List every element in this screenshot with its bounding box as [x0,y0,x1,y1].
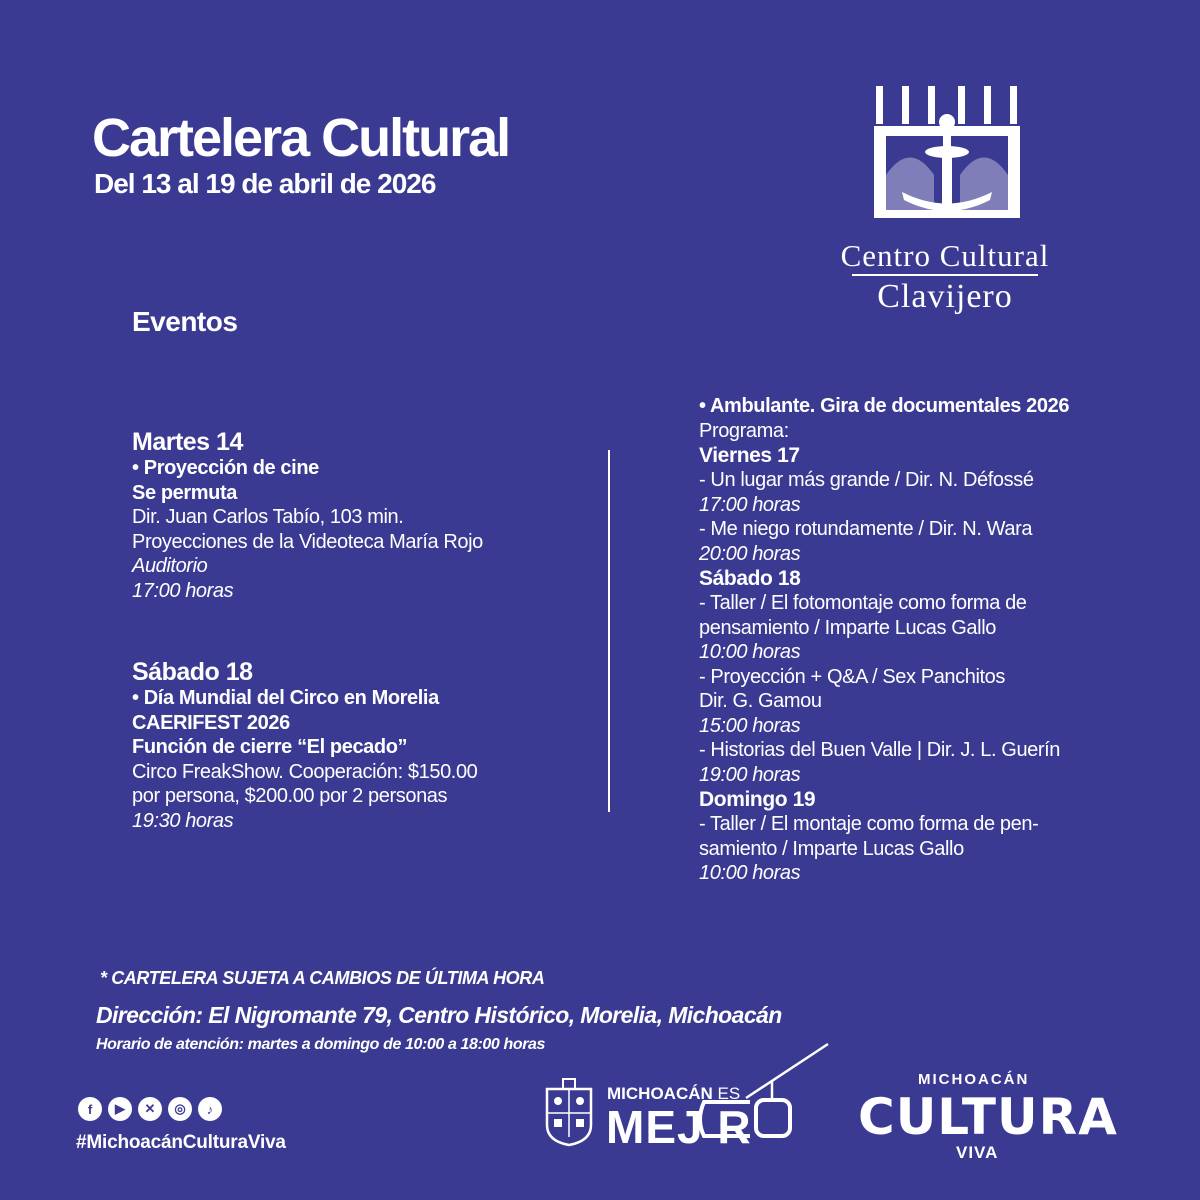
event-day: Martes 14 [132,428,243,456]
program-item: - Un lugar más grande / Dir. N. Défossé [699,469,1034,491]
event-martes-14 [132,428,483,603]
program-item: pensamiento / Imparte Lucas Gallo [699,616,996,639]
hashtag[interactable]: #MichoacánCulturaViva [76,1132,286,1153]
program-time: 10:00 horas [699,641,801,663]
event-time: 19:30 horas [132,809,234,832]
event-title: CAERIFEST 2026 [132,711,290,734]
social-icons [78,1097,222,1121]
instagram-icon[interactable]: ◎ [168,1097,192,1121]
mejor-logo-top-text: MICHOACÁN [607,1084,713,1103]
event-detail: Dir. Juan Carlos Tabío, 103 min. [132,506,404,528]
event-day: Sábado 18 [132,658,253,686]
event-title: Se permuta [132,481,237,504]
program-label: Programa: [699,419,789,442]
cultura-logo-bottom: VIVA [956,1143,999,1162]
logo-line-2: Clavijero [877,278,1013,315]
program-item: - Taller / El montaje como forma de pen- [699,813,1039,835]
event-sabado-18 [132,658,477,833]
program-item: - Taller / El fotomontaje como forma de [699,592,1027,614]
event-detail: Circo FreakShow. Cooperación: $150.00 [132,760,478,783]
x-icon[interactable]: ✕ [138,1097,162,1121]
cultura-logo-top: MICHOACÁN [918,1071,1030,1088]
program-time: 20:00 horas [699,542,801,565]
section-heading: Eventos [132,306,238,337]
cable-car-icon [690,1040,830,1140]
program-time: 15:00 horas [699,714,801,737]
page-title: Cartelera Cultural [92,108,510,168]
program-item: - Proyección + Q&A / Sex Panchitos [699,665,1005,688]
event-detail: Proyecciones de la Videoteca María Rojo [132,530,483,553]
cultura-logo-main: CULTURA [858,1088,1118,1146]
event-type: • Proyección de cine [132,457,319,479]
hours-text: Horario de atención: martes a domingo de 10:00 a 18:00 horas [96,1036,546,1053]
date-range: Del 13 al 19 de abril de 2026 [94,168,436,199]
mejor-logo-main: MEJ R [606,1101,752,1153]
address-text: Dirección: El Nigromante 79, Centro Histórico, Morelia, Michoacán [96,1002,782,1028]
program-item: - Me niego rotundamente / Dir. N. Wara [699,518,1033,540]
event-detail: por persona, $200.00 por 2 personas [132,785,448,807]
ambulante-program [699,394,1069,886]
program-item: - Historias del Buen Valle | Dir. J. L. Guerín [699,739,1061,761]
logo-divider [852,274,1038,276]
program-time: 19:00 horas [699,763,801,786]
youtube-icon[interactable]: ▶ [108,1097,132,1121]
notice-text: * CARTELERA SUJETA A CAMBIOS DE ÚLTIMA HORA [100,968,545,988]
mejor-logo-es: ES [717,1084,741,1103]
program-time: 17:00 horas [699,493,801,516]
program-heading: • Ambulante. Gira de documentales 2026 [699,395,1070,417]
michoacan-shield-icon [543,1077,595,1147]
program-day: Viernes 17 [699,444,800,467]
logo-line-1: Centro Cultural [840,238,1050,273]
program-time: 10:00 horas [699,862,801,884]
tiktok-icon[interactable]: ♪ [198,1097,222,1121]
event-subtitle: Función de cierre “El pecado” [132,736,408,758]
program-day: Sábado 18 [699,567,801,590]
event-type: • Día Mundial del Circo en Morelia [132,687,439,709]
event-place: Auditorio [132,555,208,577]
program-day: Domingo 19 [699,788,816,811]
column-divider [608,450,610,812]
clavijero-building-logo [872,80,1022,240]
event-time: 17:00 horas [132,579,234,602]
program-item: samiento / Imparte Lucas Gallo [699,837,964,860]
facebook-icon[interactable]: f [78,1097,102,1121]
program-item: Dir. G. Gamou [699,690,822,712]
